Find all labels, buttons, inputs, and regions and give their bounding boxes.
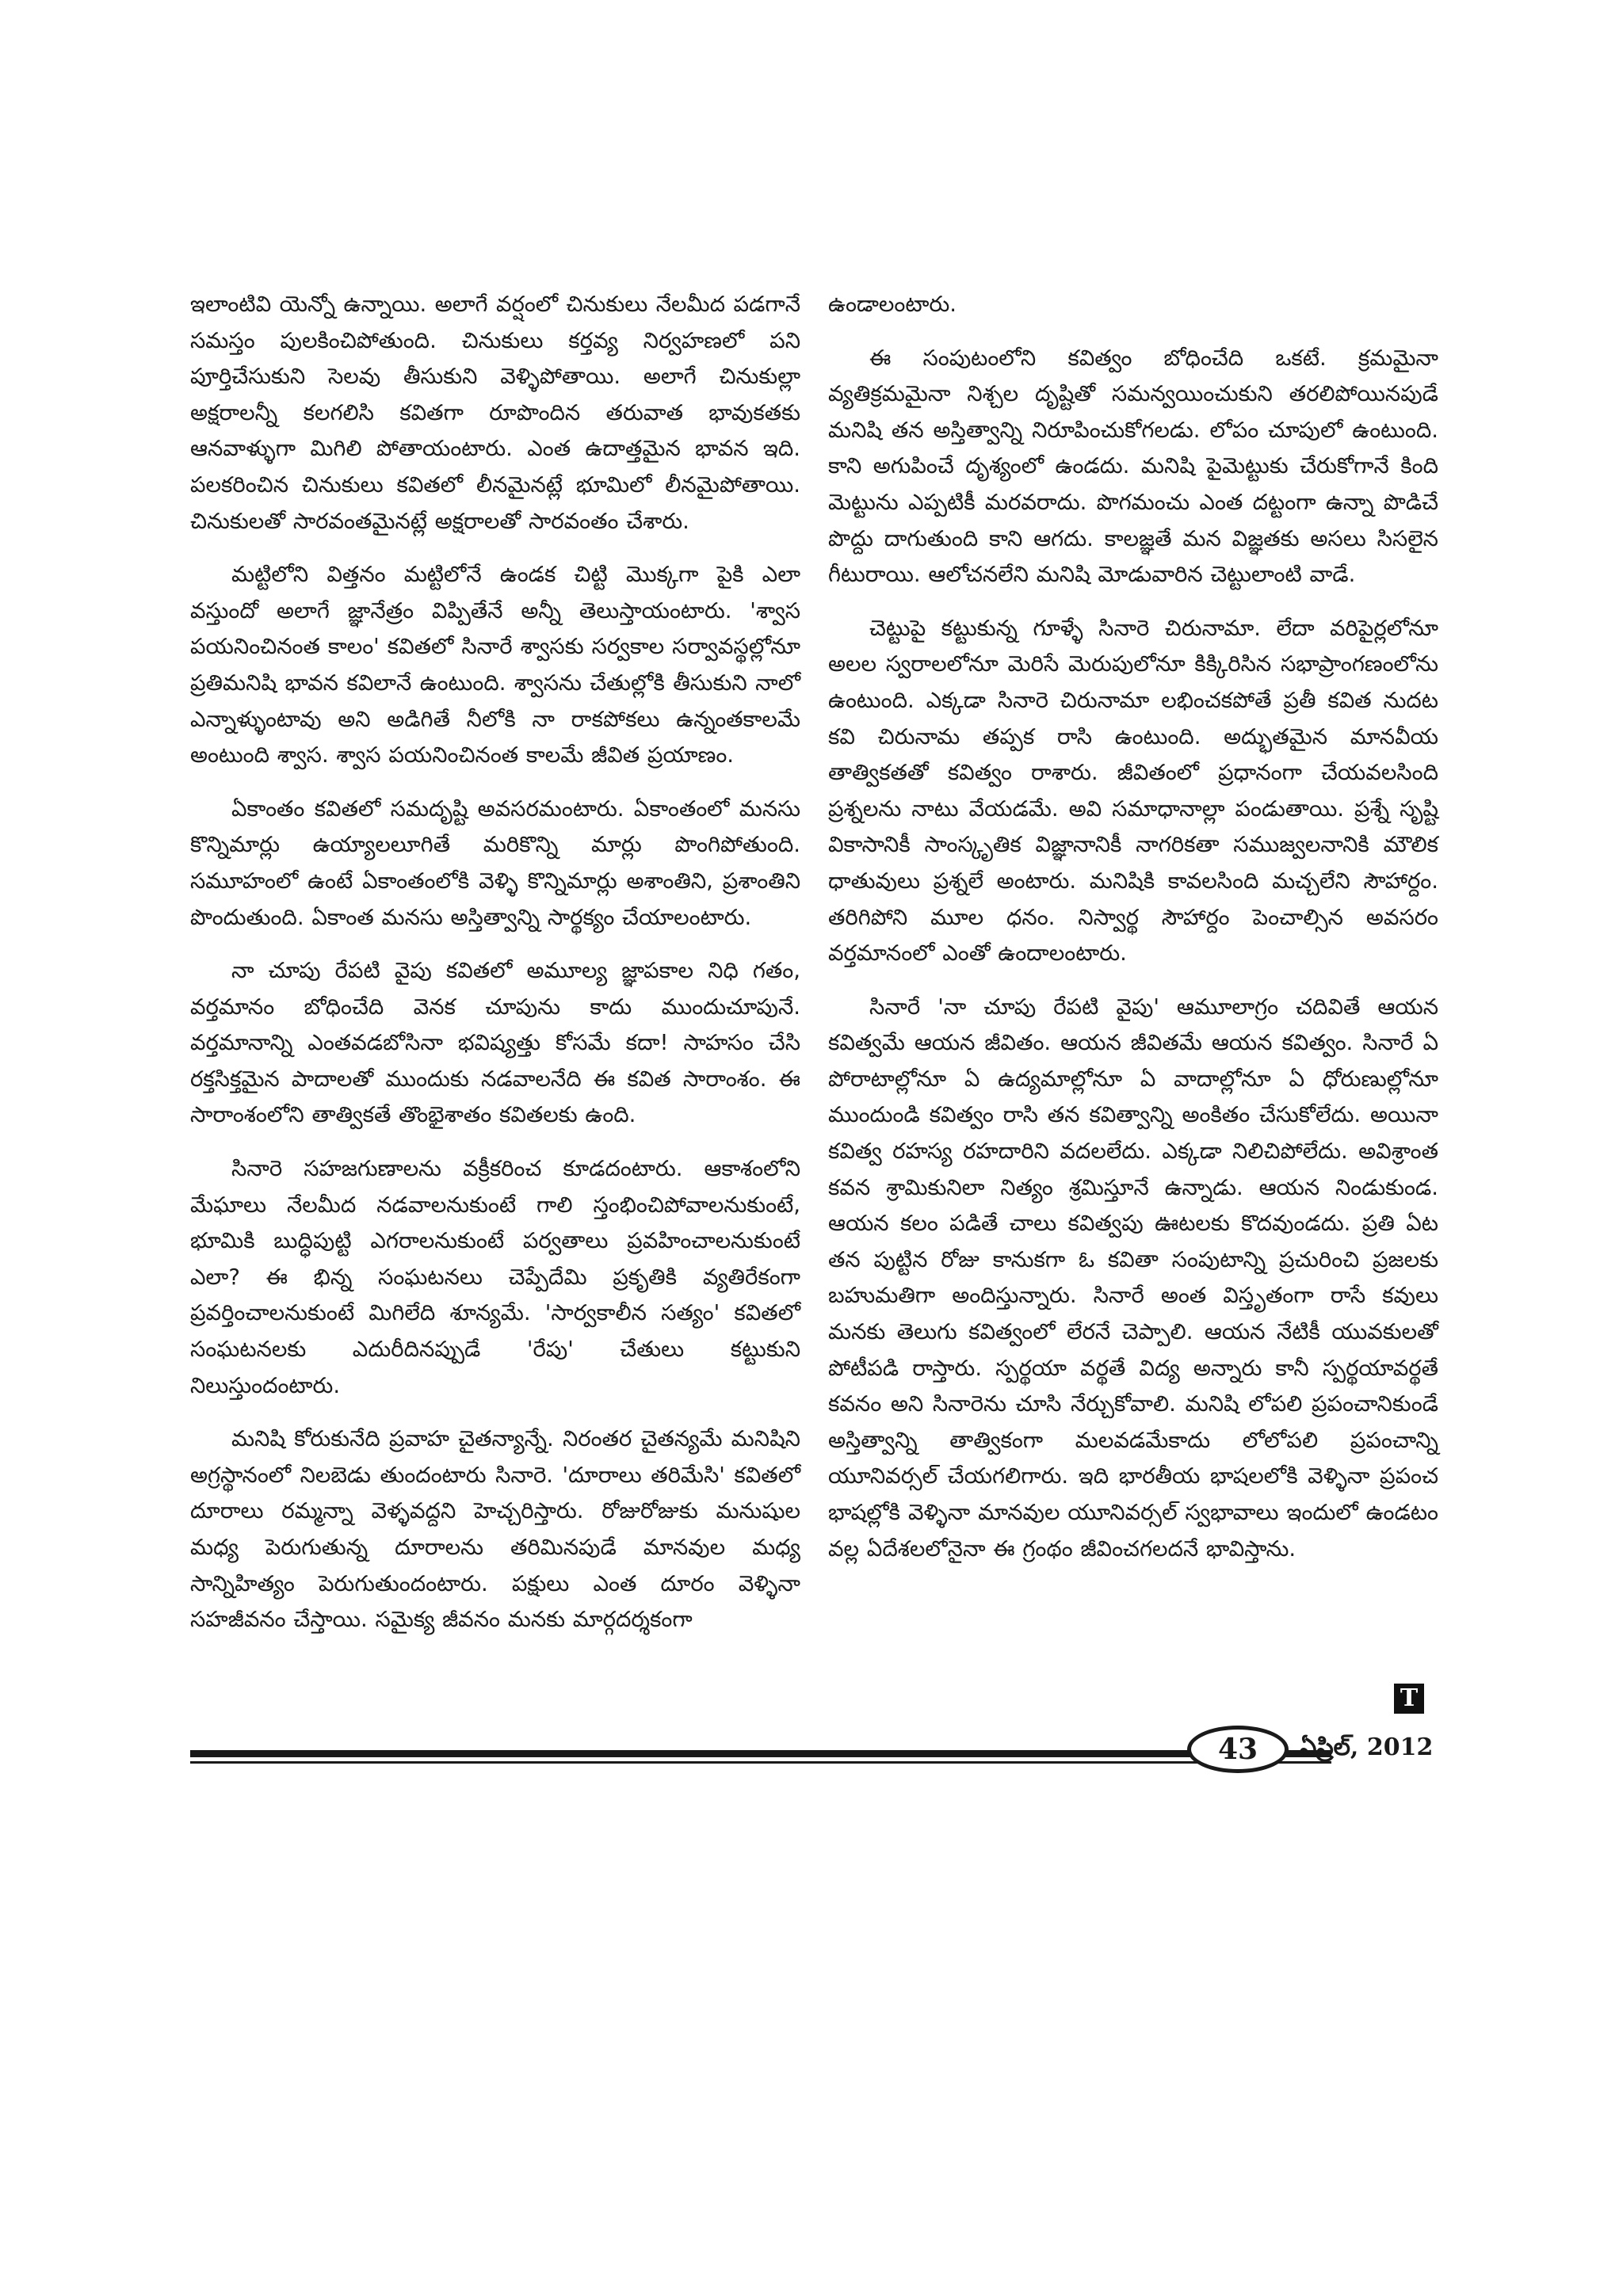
footer-rule	[190, 1750, 1331, 1757]
paragraph: ఇలాంటివి యెన్నో ఉన్నాయి. అలాగే వర్షంలో చినుకులు నేలమీద పడగానే సమస్తం పులకించిపోతుంది. చినుకులు కర్తవ్య నిర్వహణలో పని పూర్తిచేసుకుని సెలవు తీసుకుని వెళ్ళిపోతాయి. అలాగే చినుకుల్లా అక్షరాలన్నీ కలగలిసి కవితగా రూపొందిన తరువాత భావుకతకు ఆనవాళ్ళుగా మిగిలి పోతాయంటారు. ఎంత ఉదాత్తమైన భావన ఇది. పలకరించిన చినుకులు కవితలో లీనమైనట్లే భూమిలో లీనమైపోతాయి. చినుకులతో సారవంతమైనట్లే అక్షరాలతో సారవంతం చేశారు.	[190, 292, 800, 534]
right-column	[828, 287, 1438, 1585]
paragraph: ఈ సంపుటంలోని కవిత్వం బోధించేది ఒకటే. క్రమమైనా వ్యతిక్రమమైనా నిశ్చల దృష్టితో సమన్వయించుకుని తరలిపోయినపుడే మనిషి తన అస్తిత్వాన్ని నిరూపించుకోగలడు. లోపం చూపులో ఉంటుంది. కాని అగుపించే దృశ్యంలో ఉండదు. మనిషి పైమెట్టుకు చేరుకోగానే కింది మెట్టును ఎప్పటికీ మరవరాదు. పొగమంచు ఎంత దట్టంగా ఉన్నా పొడిచే పొద్దు దాగుతుంది కాని ఆగదు. కాలజ్ఞతే మన విజ్ఞతకు అసలు సిసలైన గీటురాయి. ఆలోచనలేని మనిషి మోడువారిన చెట్టులాంటి వాడే.	[828, 345, 1438, 588]
paragraph: చెట్టుపై కట్టుకున్న గూళ్ళే సినారె చిరునామా. లేదా వరిపైర్లలోనూ అలల స్వరాలలోనూ మెరిసే మెరుపులోనూ కిక్కిరిసిన సభాప్రాంగణంలోను ఉంటుంది. ఎక్కడా సినారె చిరునామా లభించకపోతే ప్రతీ కవిత నుదట కవి చిరునామ తప్పక రాసి ఉంటుంది. అద్భుతమైన మానవీయ తాత్వికతతో కవిత్వం రాశారు. జీవితంలో ప్రధానంగా చేయవలసింది ప్రశ్నలను నాటు వేయడమే. అవి సమాధానాల్లా పండుతాయి. ప్రశ్నే సృష్టి వికాసానికీ సాంస్కృతిక విజ్ఞానానికీ నాగరికతా సముజ్వలనానికి మౌలిక ధాతువులు ప్రశ్నలే అంటారు. మనిషికి కావలసింది మచ్చలేని సౌహార్దం. తరిగిపోని మూల ధనం. నిస్వార్థ సౌహార్దం పెంచాల్సిన అవసరం వర్తమానంలో ఎంతో ఉందాలంటారు.	[828, 615, 1438, 967]
paragraph: ఏకాంతం కవితలో సమదృష్టి అవసరమంటారు. ఏకాంతంలో మనసు కొన్నిమార్లు ఉయ్యాలలూగితే మరికొన్ని మార్లు పొంగిపోతుంది. సమూహంలో ఉంటే ఏకాంతంలోకి వెళ్ళి కొన్నిమార్లు అశాంతిని, ప్రశాంతిని పొందుతుంది. ఏకాంత మనసు అస్తిత్వాన్ని సార్థక్యం చేయాలంటారు.	[190, 795, 800, 930]
paragraph: నా చూపు రేపటి వైపు కవితలో అమూల్య జ్ఞాపకాల నిధి గతం, వర్తమానం బోధించేది వెనక చూపును కాదు ముందుచూపునే. వర్తమానాన్ని ఎంతవడబోసినా భవిష్యత్తు కోసమే కదా! సాహసం చేసి రక్తసిక్తమైన పాదాలతో ముందుకు నడవాలనేది ఈ కవిత సారాంశం. ఈ సారాంశంలోని తాత్వికతే తొంభైశాతం కవితలకు ఉంది.	[190, 958, 800, 1128]
paragraph: సినారే 'నా చూపు రేపటి వైపు' ఆమూలాగ్రం చదివితే ఆయన కవిత్వమే ఆయన జీవితం. ఆయన జీవితమే ఆయన కవిత్వం. సినారే ఏ పోరాటాల్లోనూ ఏ ఉద్యమాల్లోనూ ఏ వాదాల్లోనూ ఏ ధోరుణుల్లోనూ ముందుండి కవిత్వం రాసి తన కవిత్వాన్ని అంకితం చేసుకోలేదు. అయినా కవిత్వ రహస్య రహదారిని వదలలేదు. ఎక్కడా నిలిచిపోలేదు. అవిశ్రాంత కవన శ్రామికునిలా నిత్యం శ్రమిస్తూనే ఉన్నాడు. ఆయన నిండుకుండ. ఆయన కలం పడితే చాలు కవిత్వపు ఊటలకు కొదవుండదు. ప్రతి ఏట తన పుట్టిన రోజు కానుకగా ఓ కవితా సంపుటాన్ని ప్రచురించి ప్రజలకు బహుమతిగా అందిస్తున్నారు. సినారే అంత విస్తృతంగా రాసే కవులు మనకు తెలుగు కవిత్వంలో లేరనే చెప్పాలి. ఆయన నేటికీ యువకులతో పోటీపడి రాస్తారు. స్పర్థయా వర్థతే విద్య అన్నారు కానీ స్పర్థయావర్థతే కవనం అని సినారెను చూసి నేర్చుకోవాలి. మనిషి లోపలి ప్రపంచానికుండే అస్తిత్వాన్ని తాత్వికంగా మలవడమేకాదు లోలోపలి ప్రపంచాన్ని యూనివర్సల్ చేయగలిగారు. ఇది భారతీయ భాషలలోకి వెళ్ళినా ప్రపంచ భాషల్లోకి వెళ్ళినా మానవుల యూనివర్సల్ స్వభావాలు ఇందులో ఉండటం వల్ల ఏదేశలలోనైనా ఈ గ్రంథం జీవించగలదనే భావిస్తాను.	[828, 994, 1438, 1562]
issue-date: ఏప్రిల్, 2012	[1300, 1733, 1434, 1761]
paragraph: మనిషి కోరుకునేది ప్రవాహ చైతన్యాన్నే. నిరంతర చైతన్యమే మనిషిని అగ్రస్థానంలో నిలబెడు తుందంటారు సినారె. 'దూరాలు తరిమేసి' కవితలో దూరాలు రమ్మన్నా వెళ్ళవద్దని హెచ్చరిస్తారు. రోజురోజుకు మనుషుల మధ్య పెరుగుతున్న దూరాలను తరిమినపుడే మానవుల మధ్య సాన్నిహిత్యం పెరుగుతుందంటారు. పక్షులు ఎంత దూరం వెళ్ళినా సహజీవనం చేస్తాయి. సమైక్య జీవనం మనకు మార్గదర్శకంగా	[190, 1426, 800, 1633]
left-column	[190, 287, 800, 1656]
page-number: 43	[1187, 1726, 1289, 1773]
paragraph: మట్టిలోని విత్తనం మట్టిలోనే ఉండక చిట్టి మొక్కగా పైకి ఎలా వస్తుందో అలాగే జ్ఞానేత్రం విప్పితేనే అన్నీ తెలుస్తాయంటారు. 'శ్వాస పయనించినంత కాలం' కవితలో సినారే శ్వాసకు సర్వకాల సర్వావస్థల్లోనూ ప్రతిమనిషి భావన కవిలానే ఉంటుంది. శ్వాసను చేతుల్లోకి తీసుకుని నాలో ఎన్నాళ్ళుంటావు అని అడిగితే నీలోకి నా రాకపోకలు ఉన్నంతకాలమే అంటుంది శ్వాస. శ్వాస పయనించినంత కాలమే జీవిత ప్రయాణం.	[190, 562, 800, 769]
paragraph: ఉండాలంటారు.	[828, 292, 957, 317]
paragraph: సినారె సహజగుణాలను వక్రీకరించ కూడదంటారు. ఆకాశంలోని మేఘాలు నేలమీద నడవాలనుకుంటే గాలి స్తంభించిపోవాలనుకుంటే, భూమికి బుద్ధిపుట్టి ఎగరాలనుకుంటే పర్వతాలు ప్రవహించాలనుకుంటే ఎలా? ఈ భిన్న సంఘటనలు చెప్పేదేమి ప్రకృతికి వ్యతిరేకంగా ప్రవర్తించాలనుకుంటే మిగిలేది శూన్యమే. 'సార్వకాలీన సత్యం' కవితలో సంఘటనలకు ఎదురీదినప్పుడే 'రేపు' చేతులు కట్టుకుని నిలుస్తుందంటారు.	[190, 1156, 800, 1398]
end-mark-icon: T	[1394, 1684, 1424, 1714]
footer-rule-thin	[190, 1761, 1331, 1764]
